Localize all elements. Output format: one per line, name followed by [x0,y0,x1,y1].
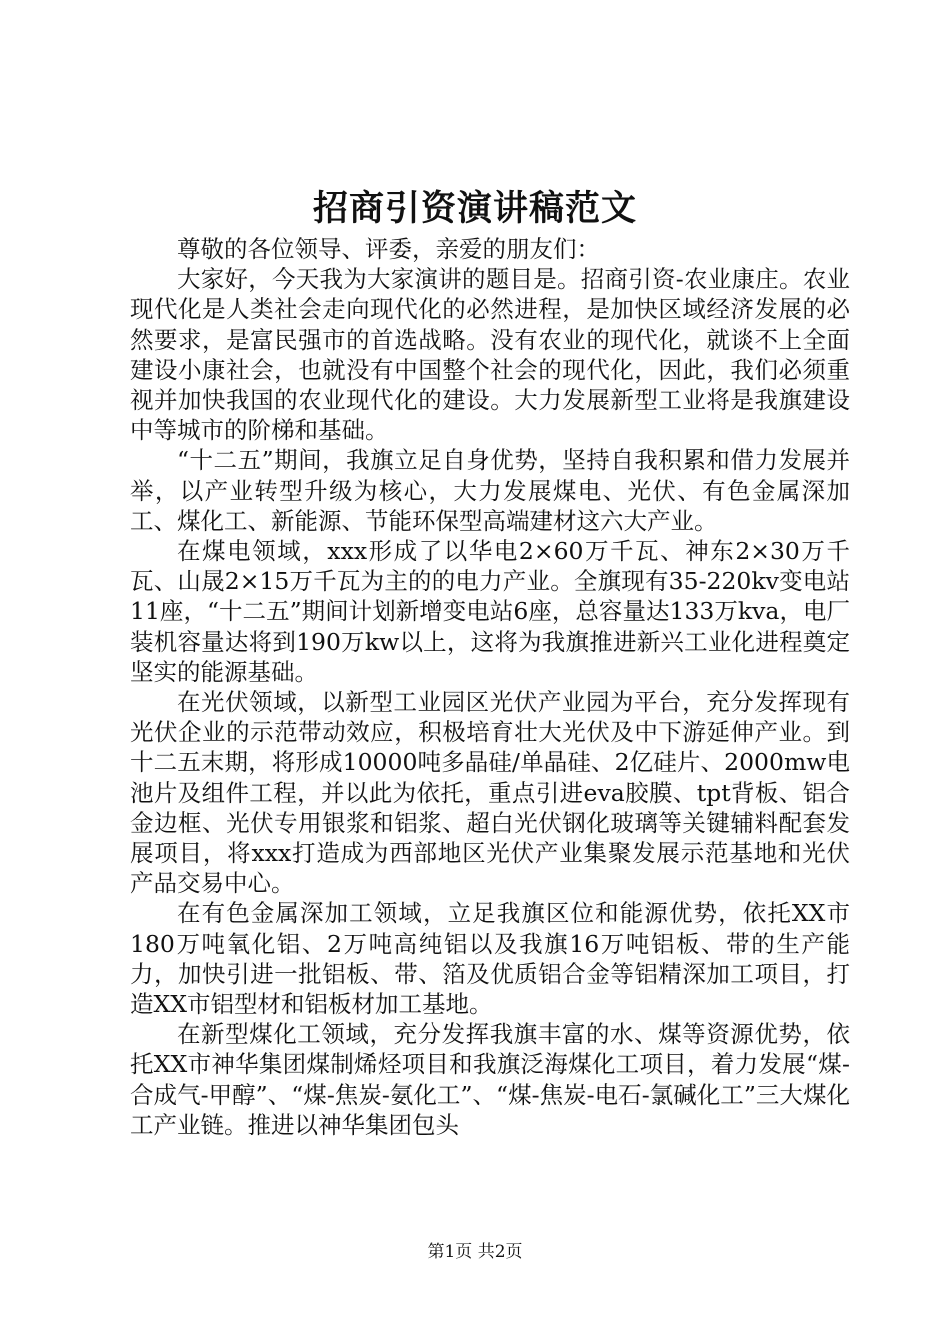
document-body [130,234,850,1140]
document-title: 招商引资演讲稿范文 [312,188,637,229]
five-year-plan-paragraph: “十二五”期间，我旗立足自身优势，坚持自我积累和借力发展并举，以产业转型升级为核心，大力发展煤电、光伏、有色金属深加工、煤化工、新能源、节能环保型高端建材这六大产业。 [130,446,850,535]
photovoltaic-paragraph: 在光伏领域，以新型工业园区光伏产业园为平台，充分发挥现有光伏企业的示范带动效应，积极培育壮大光伏及中下游延伸产业。到十二五末期，将形成10000吨多晶硅/单晶硅、2亿硅片、2000mw电池片及组件工程，并以此为依托，重点引进eva胶膜、tpt背板、铝合金边框、光伏专用银浆和铝浆、超白光伏钢化玻璃等关键辅料配套发展项目，将xxx打造成为西部地区光伏产业集聚发展示范基地和光伏产品交易中心。 [130,688,850,898]
nonferrous-metal-paragraph: 在有色金属深加工领域，立足我旗区位和能源优势，依托XX市180万吨氧化铝、2万吨高纯铝以及我旗16万吨铝板、带的生产能力，加快引进一批铝板、带、箔及优质铝合金等铝精深加工项目，打造XX市铝型材和铝板材加工基地。 [130,899,850,1019]
coal-power-paragraph: 在煤电领域，xxx形成了以华电2×60万千瓦、神东2×30万千瓦、山晟2×15万千瓦为主的的电力产业。全旗现有35-220kv变电站11座，“十二五”期间计划新增变电站6座，总容量达133万kva，电厂装机容量达将到190万kw以上，这将为我旗推进新兴工业化进程奠定坚实的能源基础。 [130,537,850,686]
coal-chemical-paragraph: 在新型煤化工领域，充分发挥我旗丰富的水、煤等资源优势，依托XX市神华集团煤制烯烃项目和我旗泛海煤化工项目，着力发展“煤-合成气-甲醇”、“煤-焦炭-氨化工”、“煤-焦炭-电石-氯碱化工”三大煤化工产业链。推进以神华集团包头 [130,1020,850,1139]
page-footer: 第1页 共2页 [427,1242,523,1262]
intro-paragraph: 大家好，今天我为大家演讲的题目是。招商引资-农业康庄。农业现代化是人类社会走向现代化的必然进程，是加快区域经济发展的必然要求，是富民强市的首选战略。没有农业的现代化，就谈不上全面建设小康社会，也就没有中国整个社会的现代化，因此，我们必须重视并加快我国的农业现代化的建设。大力发展新型工业将是我旗建设中等城市的阶梯和基础。 [130,265,850,445]
salutation-paragraph: 尊敬的各位领导、评委，亲爱的朋友们： [177,235,600,263]
